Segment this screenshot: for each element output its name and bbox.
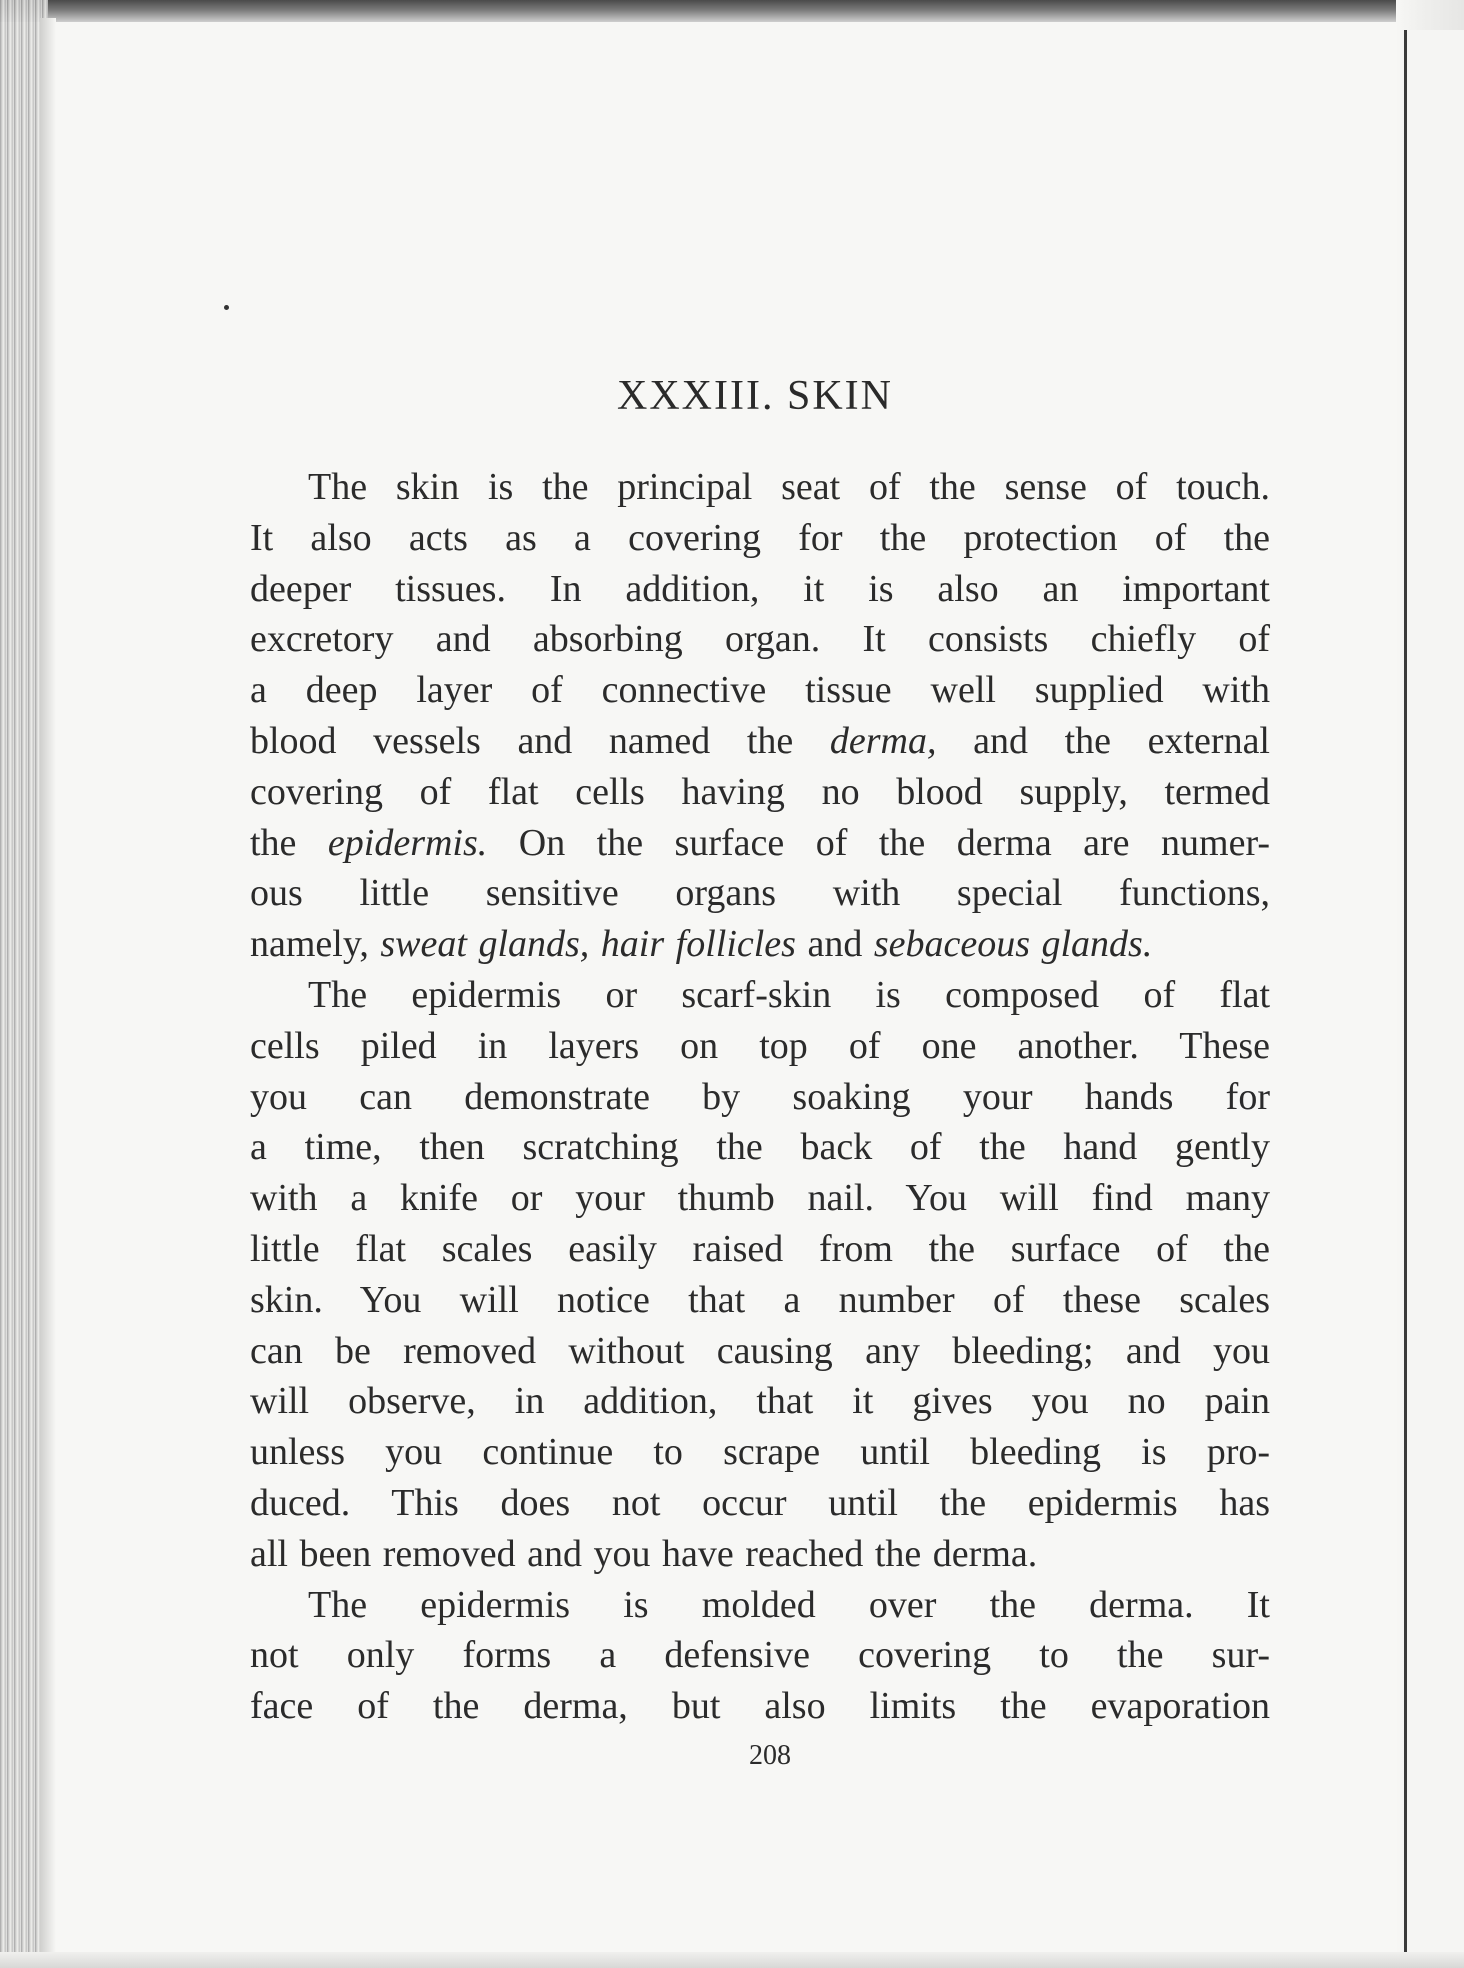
text-line: namely, sweat glands, hair follicles and sebaceous glands.: [250, 923, 1153, 966]
text-line: a deep layer of connective tissue well supplied with: [250, 669, 1270, 712]
text-line: deeper tissues. In addition, it is also an important: [250, 567, 1270, 610]
text-line: covering of flat cells having no blood supply, termed: [250, 770, 1270, 813]
text-line: will observe, in addition, that it gives you no pain: [250, 1380, 1270, 1423]
text-line: not only forms a defensive covering to the sur-: [250, 1634, 1270, 1677]
text-line: skin. You will notice that a number of these scales: [250, 1278, 1270, 1321]
text-line: little flat scales easily raised from the surface of the: [250, 1227, 1270, 1270]
text-line: blood vessels and named the derma, and the external: [250, 719, 1270, 762]
text-line: The skin is the principal seat of the sense of touch.: [308, 466, 1270, 508]
page-top-edge: [0, 0, 1464, 22]
text-line: cells piled in layers on top of one another. These: [250, 1024, 1270, 1067]
text-line: duced. This does not occur until the epidermis has: [250, 1481, 1270, 1524]
page-bottom-edge: [0, 1952, 1464, 1968]
text-line: The epidermis or scarf-skin is composed of flat: [308, 973, 1270, 1016]
page-number: 208: [749, 1740, 791, 1771]
text-line: with a knife or your thumb nail. You will find many: [250, 1177, 1270, 1220]
text-line: It also acts as a covering for the protection of the: [250, 516, 1270, 559]
italic-term: sweat glands, hair follicles: [380, 923, 796, 966]
text-line: The epidermis is molded over the derma. It: [308, 1583, 1270, 1626]
italic-term: derma,: [829, 719, 937, 762]
text-line: you can demonstrate by soaking your hands for: [250, 1075, 1270, 1118]
text-line: excretory and absorbing organ. It consists chiefly of: [250, 618, 1270, 661]
binding-shadow: [40, 18, 56, 1968]
body-text: [250, 462, 1270, 1732]
chapter-title: XXXIII. SKIN: [617, 373, 893, 419]
text-line: unless you continue to scrape until bleeding is pro-: [250, 1431, 1270, 1474]
italic-term: epidermis.: [327, 821, 488, 864]
text-line: ous little sensitive organs with special functions,: [250, 872, 1270, 915]
italic-term: sebaceous glands.: [873, 923, 1153, 966]
text-line: the epidermis. On the surface of the derma are numer-: [250, 821, 1270, 864]
text-line: can be removed without causing any bleeding; and you: [250, 1329, 1270, 1372]
text-line: all been removed and you have reached the derma.: [250, 1532, 1038, 1575]
facing-page-strip: [1407, 30, 1464, 1968]
text-line: a time, then scratching the back of the hand gently: [250, 1126, 1270, 1169]
text-line: face of the derma, but also limits the evaporation: [250, 1685, 1270, 1728]
dust-speck: [224, 305, 229, 310]
